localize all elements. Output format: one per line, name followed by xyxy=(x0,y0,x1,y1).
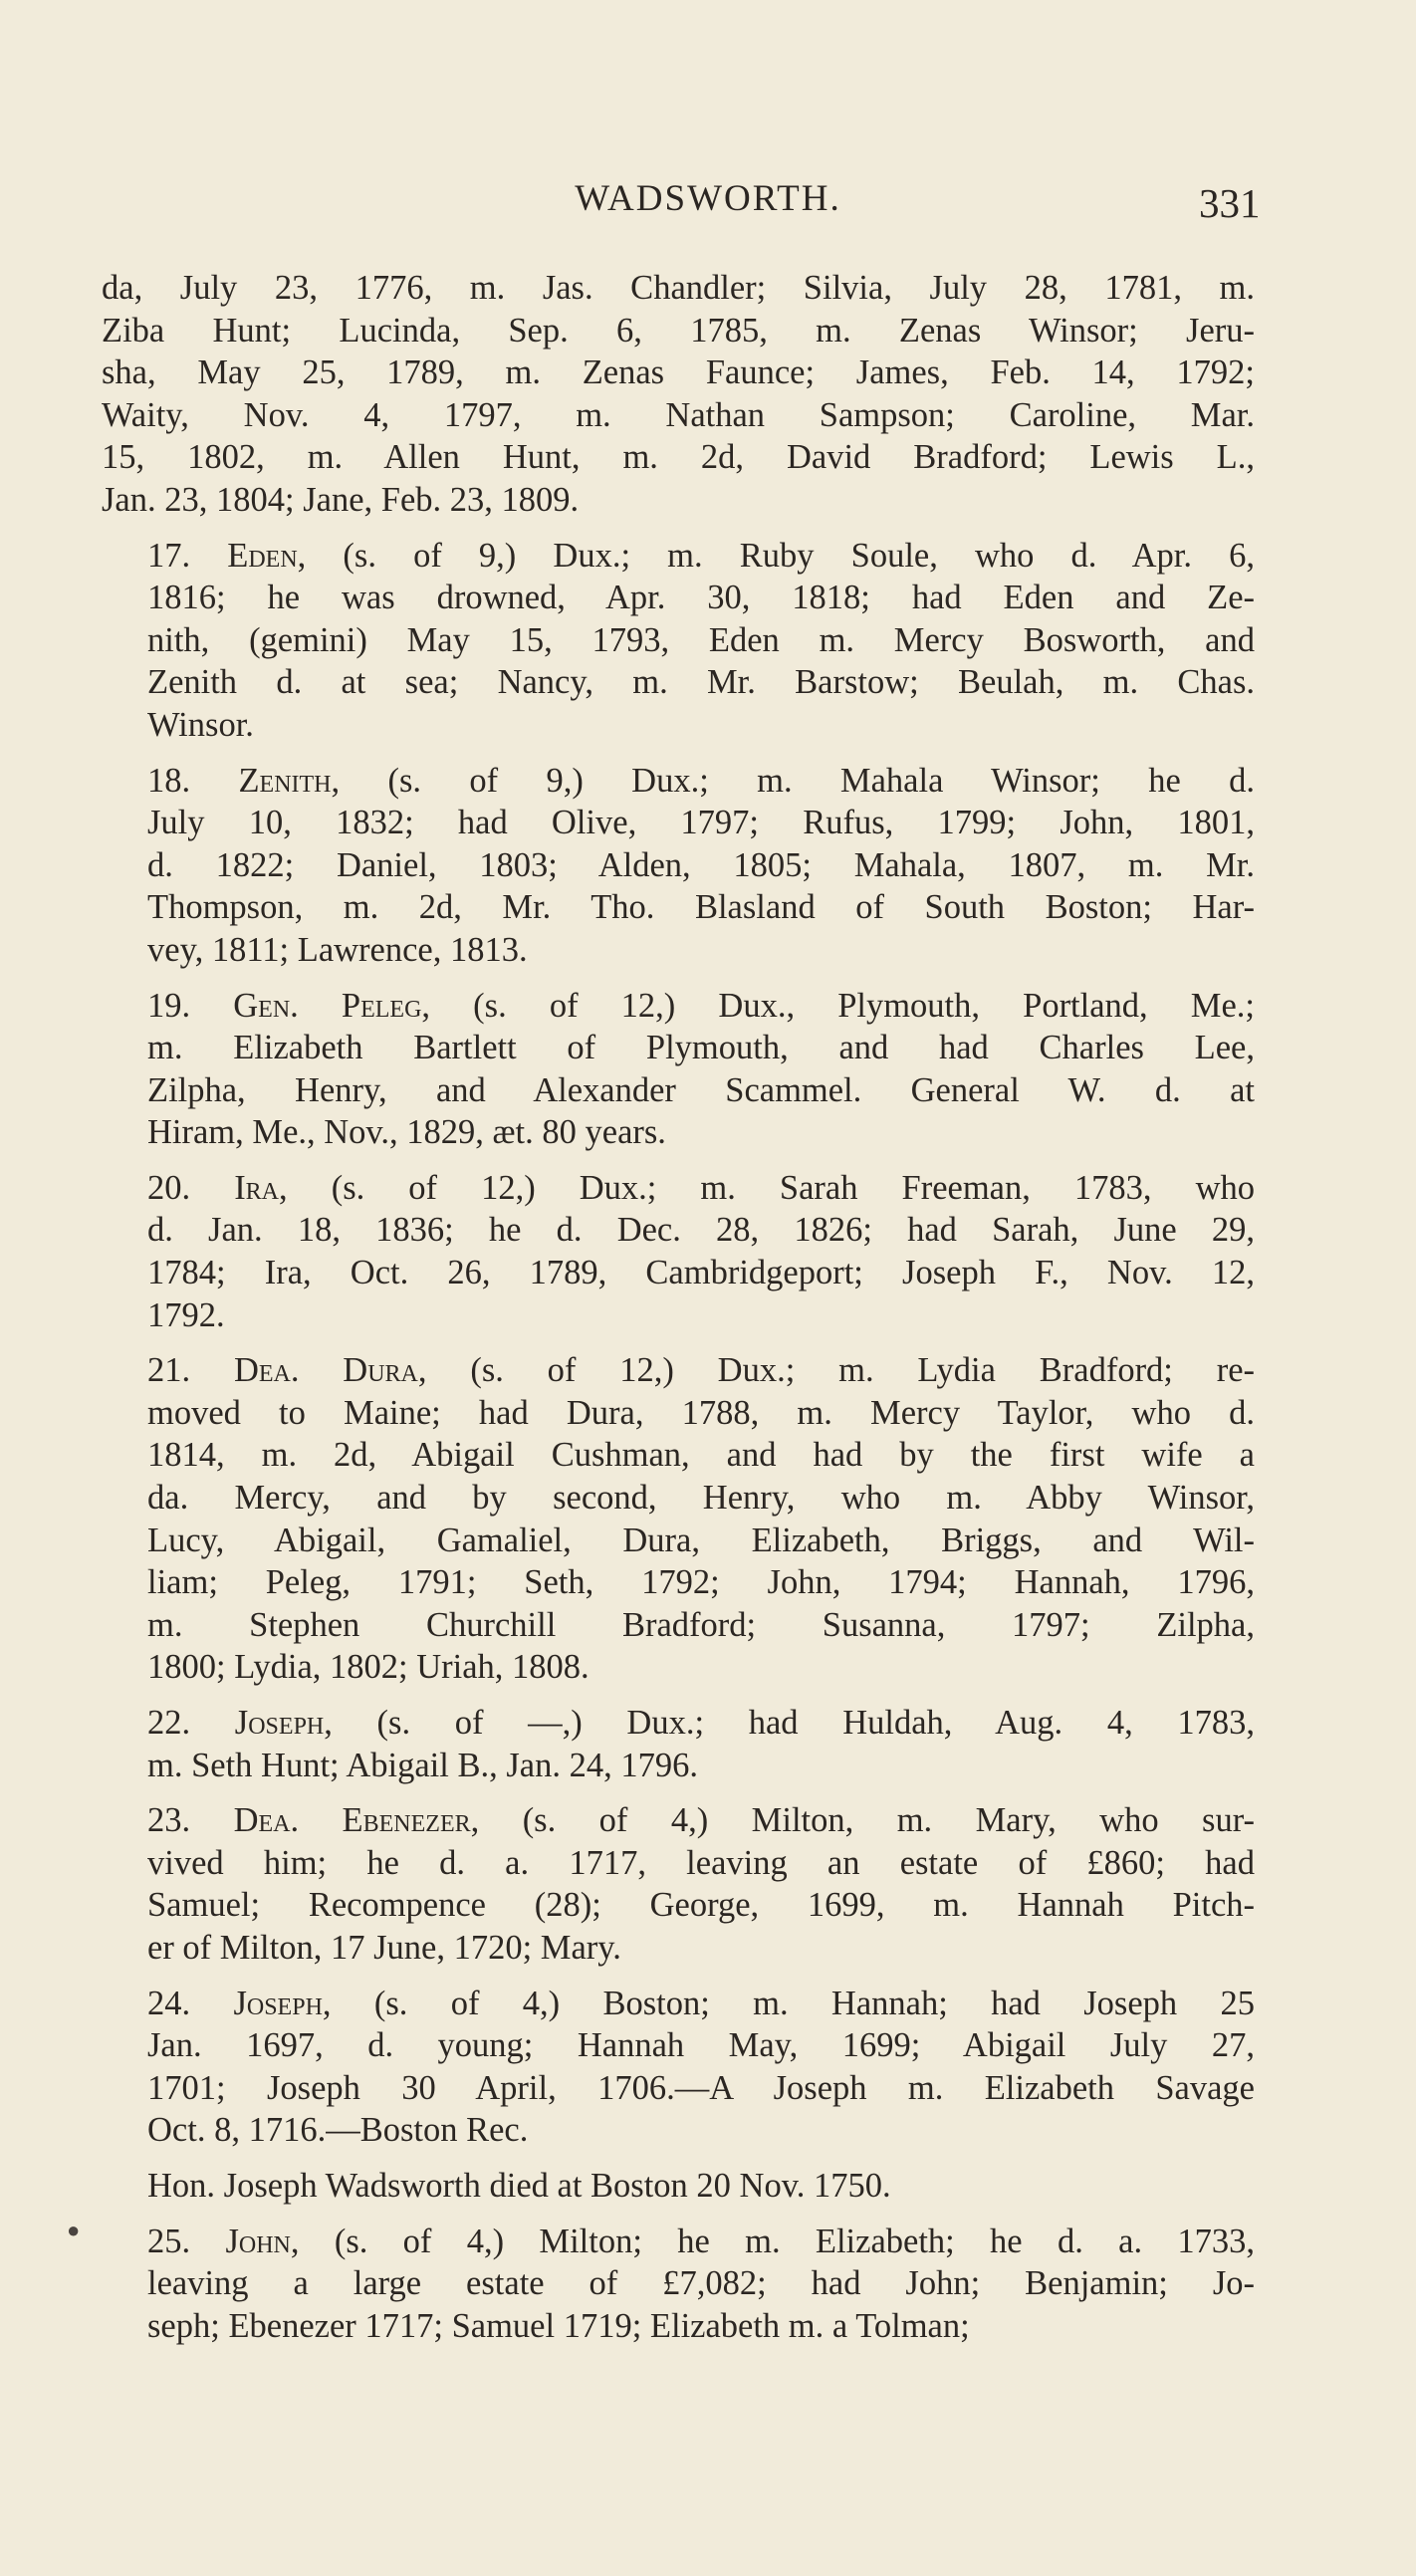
paragraph-18-zenith xyxy=(102,760,1255,972)
paragraph-19-peleg xyxy=(102,985,1255,1154)
text-line: er of Milton, 17 June, 1720; Mary. xyxy=(147,1928,621,1967)
text-line: 20. Ira, (s. of 12,) Dux.; m. Sarah Freeman, 1783, who xyxy=(147,1168,1255,1207)
text-line: 23. Dea. Ebenezer, (s. of 4,) Milton, m. Mary, who sur- xyxy=(147,1801,1255,1840)
paragraph-continuation xyxy=(102,267,1255,522)
paragraph-25-john xyxy=(102,2221,1255,2348)
text-line: d. 1822; Daniel, 1803; Alden, 1805; Mahala, 1807, m. Mr. xyxy=(147,845,1255,884)
paragraph-20-ira xyxy=(102,1167,1255,1336)
margin-mark: ● xyxy=(67,2218,81,2242)
text-line: da. Mercy, and by second, Henry, who m. Abby Winsor, xyxy=(147,1479,1255,1518)
text-line: Waity, Nov. 4, 1797, m. Nathan Sampson; Caroline, Mar. xyxy=(102,395,1255,434)
paragraph-22-joseph xyxy=(102,1702,1255,1786)
text-line: Zenith d. at sea; Nancy, m. Mr. Barstow; Beulah, m. Chas. xyxy=(147,663,1255,702)
text-line: 1701; Joseph 30 April, 1706.—A Joseph m. Elizabeth Savage xyxy=(147,2068,1255,2107)
text-line: m. Seth Hunt; Abigail B., Jan. 24, 1796. xyxy=(147,1746,698,1784)
text-line: 18. Zenith, (s. of 9,) Dux.; m. Mahala Winsor; he d. xyxy=(147,761,1255,800)
text-line: seph; Ebenezer 1717; Samuel 1719; Elizabeth m. a Tolman; xyxy=(147,2306,970,2345)
paragraph-23-ebenezer xyxy=(102,1799,1255,1969)
text-line: vey, 1811; Lawrence, 1813. xyxy=(147,930,528,969)
paragraph-17-eden xyxy=(102,535,1255,747)
text-block xyxy=(102,267,1255,2347)
text-line: 22. Joseph, (s. of —,) Dux.; had Huldah, Aug. 4, 1783, xyxy=(147,1704,1256,1742)
text-line: 15, 1802, m. Allen Hunt, m. 2d, David Bradford; Lewis L., xyxy=(102,438,1255,477)
text-line: sha, May 25, 1789, m. Zenas Faunce; James, Feb. 14, 1792; xyxy=(102,353,1255,392)
text-line: liam; Peleg, 1791; Seth, 1792; John, 1794; Hannah, 1796, xyxy=(147,1563,1255,1602)
text-line: 1800; Lydia, 1802; Uriah, 1808. xyxy=(147,1648,590,1687)
text-line: Lucy, Abigail, Gamaliel, Dura, Elizabeth, Briggs, and Wil- xyxy=(147,1521,1255,1559)
paragraph-21-dura xyxy=(102,1349,1255,1689)
text-line: 19. Gen. Peleg, (s. of 12,) Dux., Plymouth, Portland, Me.; xyxy=(147,986,1255,1025)
text-line: Oct. 8, 1716.—Boston Rec. xyxy=(147,2111,529,2150)
text-line: 24. Joseph, (s. of 4,) Boston; m. Hannah; had Joseph 25 xyxy=(147,1984,1255,2022)
text-line: Jan. 1697, d. young; Hannah May, 1699; Abigail July 27, xyxy=(147,2026,1255,2065)
text-line: Zilpha, Henry, and Alexander Scammel. General W. d. at xyxy=(147,1070,1255,1109)
text-line: leaving a large estate of £7,082; had John; Benjamin; Jo- xyxy=(147,2264,1255,2303)
text-line: da, July 23, 1776, m. Jas. Chandler; Silvia, July 28, 1781, m. xyxy=(102,269,1255,307)
text-line: 21. Dea. Dura, (s. of 12,) Dux.; m. Lydia Bradford; re- xyxy=(147,1351,1256,1390)
paragraph-24-joseph xyxy=(102,1983,1255,2152)
paragraph-24-note xyxy=(102,2165,1255,2208)
text-line: m. Elizabeth Bartlett of Plymouth, and had Charles Lee, xyxy=(147,1029,1255,1067)
running-head: WADSWORTH. xyxy=(575,178,841,219)
text-line: moved to Maine; had Dura, 1788, m. Mercy Taylor, who d. xyxy=(147,1393,1255,1432)
text-line: 25. John, (s. of 4,) Milton; he m. Elizabeth; he d. a. 1733, xyxy=(147,2222,1256,2260)
text-line: Samuel; Recompence (28); George, 1699, m. Hannah Pitch- xyxy=(147,1886,1255,1925)
text-line: vived him; he d. a. 1717, leaving an estate of £860; had xyxy=(147,1843,1255,1882)
text-line: nith, (gemini) May 15, 1793, Eden m. Mercy Bosworth, and xyxy=(147,620,1255,659)
text-line: 1814, m. 2d, Abigail Cushman, and had by the first wife a xyxy=(147,1436,1255,1475)
text-line: m. Stephen Churchill Bradford; Susanna, 1797; Zilpha, xyxy=(147,1605,1255,1644)
text-line: 1792. xyxy=(147,1295,225,1334)
text-line: Hiram, Me., Nov., 1829, æt. 80 years. xyxy=(147,1113,666,1152)
page-number: 331 xyxy=(1199,180,1261,226)
text-line: Winsor. xyxy=(147,705,254,744)
text-line: 1784; Ira, Oct. 26, 1789, Cambridgeport; Joseph F., Nov. 12, xyxy=(147,1254,1255,1292)
text-line: Jan. 23, 1804; Jane, Feb. 23, 1809. xyxy=(102,480,580,519)
text-line: Thompson, m. 2d, Mr. Tho. Blasland of South Boston; Har- xyxy=(147,888,1255,927)
text-line: 1816; he was drowned, Apr. 30, 1818; had Eden and Ze- xyxy=(147,579,1255,617)
text-line: d. Jan. 18, 1836; he d. Dec. 28, 1826; had Sarah, June 29, xyxy=(147,1211,1255,1250)
text-line: Ziba Hunt; Lucinda, Sep. 6, 1785, m. Zenas Winsor; Jeru- xyxy=(102,311,1255,350)
text-line: July 10, 1832; had Olive, 1797; Rufus, 1799; John, 1801, xyxy=(147,804,1255,842)
text-line: 17. Eden, (s. of 9,) Dux.; m. Ruby Soule, who d. Apr. 6, xyxy=(147,536,1255,575)
text-line: Hon. Joseph Wadsworth died at Boston 20 Nov. 1750. xyxy=(147,2166,891,2205)
